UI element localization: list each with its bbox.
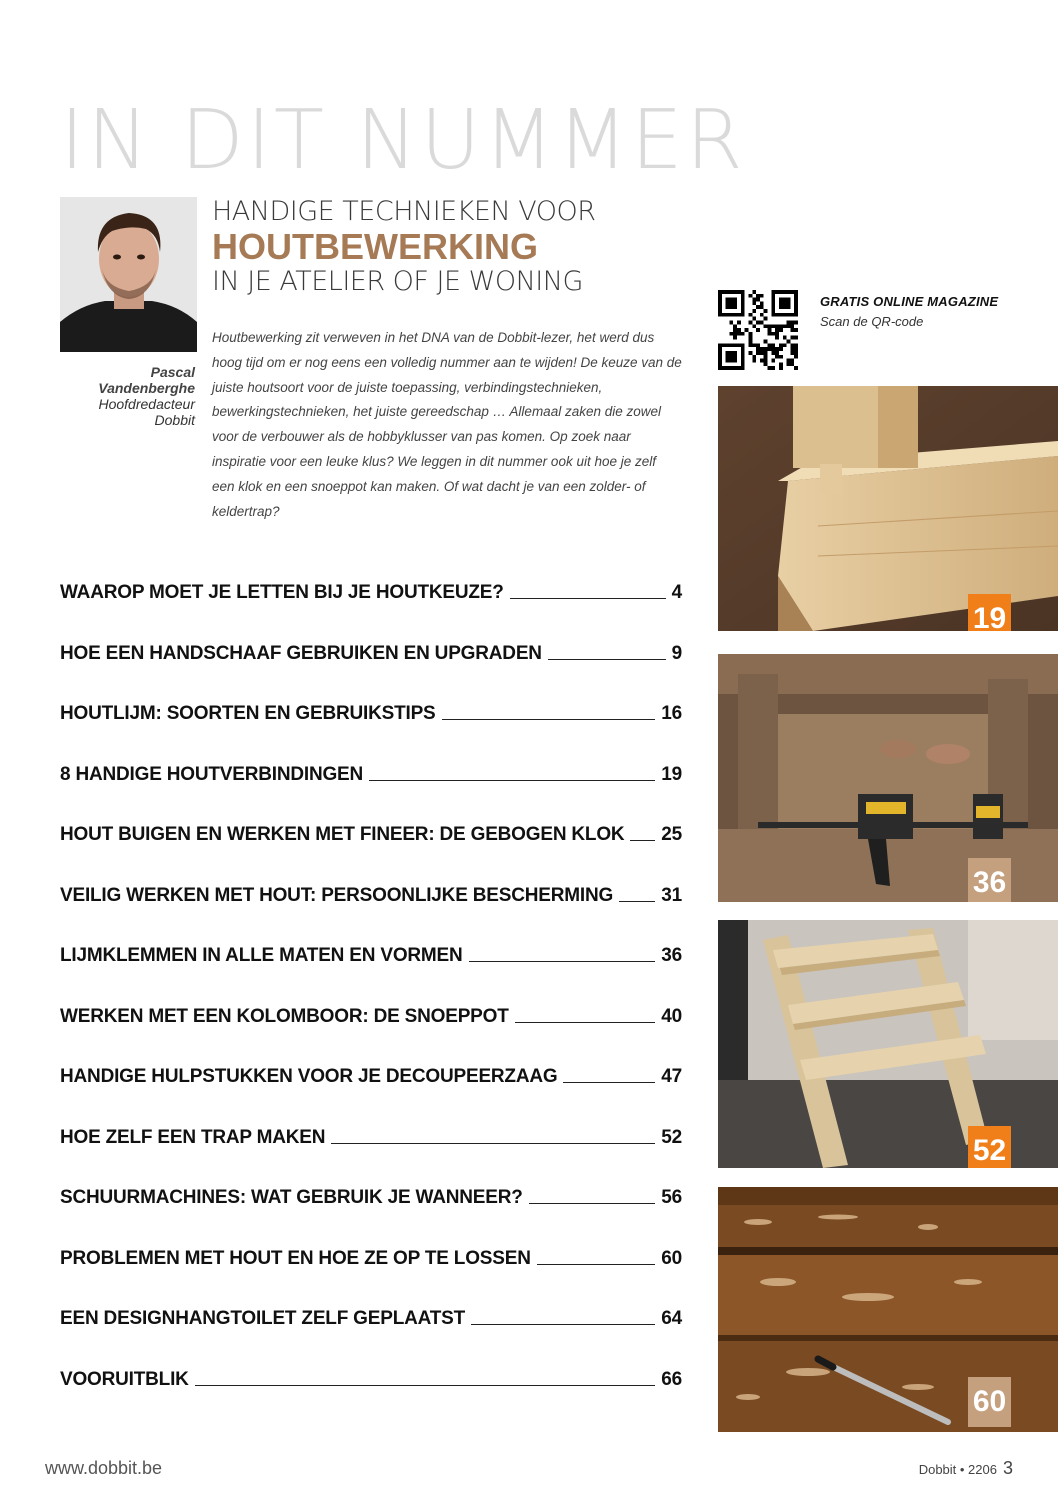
photo-wood-joint — [718, 386, 1058, 631]
toc-leader — [630, 840, 655, 841]
toc-leader — [331, 1143, 655, 1144]
headline-line1: HANDIGE TECHNIEKEN VOOR — [212, 196, 596, 227]
toc-page: 47 — [661, 1066, 682, 1087]
toc-leader — [548, 659, 666, 660]
footer-page-number: 3 — [1002, 1458, 1013, 1478]
toc-title: VOORUITBLIK — [60, 1368, 189, 1390]
toc-leader — [195, 1385, 656, 1386]
qr-title: GRATIS ONLINE MAGAZINE — [820, 294, 999, 309]
editor-company: Dobbit — [154, 412, 195, 428]
toc-page: 36 — [661, 945, 682, 966]
toc-page: 4 — [671, 582, 682, 603]
toc-leader — [369, 780, 655, 781]
toc-page: 19 — [661, 763, 682, 785]
toc-item[interactable] — [60, 1300, 682, 1330]
photo-badge: 19 — [968, 594, 1011, 631]
toc-page: 9 — [671, 642, 682, 664]
footer-issue-label: Dobbit • 2206 — [918, 1462, 997, 1477]
photo-clamp — [718, 654, 1058, 902]
toc-page: 64 — [661, 1308, 682, 1329]
toc-leader — [515, 1022, 656, 1023]
toc-page: 52 — [661, 1126, 682, 1148]
toc-page: 16 — [661, 703, 682, 724]
headline-line2: HOUTBEWERKING — [212, 226, 538, 267]
toc-leader — [510, 598, 666, 599]
toc-title: WAAROP MOET JE LETTEN BIJ JE HOUTKEUZE? — [60, 582, 504, 603]
page-title: IN DIT NUMMER — [60, 93, 746, 188]
intro-text: Houtbewerking zit verweven in het DNA van de Dobbit-lezer, het werd dus hoog tijd om er nog eens een volledig nummer aan te wijden! De keuze van de juiste houtsoort voor de juiste toepassing, verbindingstechnieken, bewerkingstechnieken, het juiste gereedschap … Allemaal zaken die zowel voor de verbouwer als de hobbyklusser van pas komen. Op zoek naar inspiratie voor een leuke klus? We leggen in dit nummer ook uit hoe je zelf een klok en een snoeppot kan maken. Of wat dacht je van een zolder- of keldertrap? — [212, 330, 682, 519]
toc-title: HOE EEN HANDSCHAAF GEBRUIKEN EN UPGRADEN — [60, 642, 542, 664]
toc-item[interactable] — [60, 574, 682, 604]
qr-subtitle: Scan de QR-code — [820, 314, 924, 329]
toc-item[interactable] — [60, 1179, 682, 1209]
toc-title: HOUTLIJM: SOORTEN EN GEBRUIKSTIPS — [60, 703, 436, 724]
photo-badge: 60 — [968, 1377, 1011, 1427]
toc-item[interactable] — [60, 1119, 682, 1149]
toc-title: HOE ZELF EEN TRAP MAKEN — [60, 1126, 326, 1148]
toc-title: WERKEN MET EEN KOLOMBOOR: DE SNOEPPOT — [60, 1005, 509, 1027]
toc-page: 60 — [661, 1247, 682, 1269]
toc-item[interactable] — [60, 998, 682, 1028]
toc-title: PROBLEMEN MET HOUT EN HOE ZE OP TE LOSSEN — [60, 1247, 531, 1269]
toc-item[interactable] — [60, 635, 682, 665]
photo-badge: 52 — [968, 1126, 1011, 1168]
editor-caption — [60, 364, 195, 428]
toc-item[interactable] — [60, 695, 682, 725]
photo-badge: 36 — [968, 858, 1011, 902]
photo-stairs — [718, 920, 1058, 1168]
toc-title: 8 HANDIGE HOUTVERBINDINGEN — [60, 763, 364, 785]
toc-title: LIJMKLEMMEN IN ALLE MATEN EN VORMEN — [60, 945, 463, 966]
toc-leader — [529, 1203, 656, 1204]
toc-leader — [442, 719, 656, 720]
toc-title: EEN DESIGNHANGTOILET ZELF GEPLAATST — [60, 1308, 466, 1329]
toc-leader — [563, 1082, 655, 1083]
editor-last-name: Vandenberghe — [98, 380, 195, 396]
qr-code[interactable] — [718, 290, 798, 370]
editor-portrait — [60, 197, 197, 352]
toc-item[interactable] — [60, 1240, 682, 1270]
toc-title: VEILIG WERKEN MET HOUT: PERSOONLIJKE BESCHERMING — [60, 884, 614, 906]
toc-title: HANDIGE HULPSTUKKEN VOOR JE DECOUPEERZAAG — [60, 1066, 558, 1087]
footer-issue — [919, 1458, 1013, 1479]
toc-title: HOUT BUIGEN EN WERKEN MET FINEER: DE GEBOGEN KLOK — [60, 824, 625, 845]
toc-item[interactable] — [60, 877, 682, 907]
toc-item[interactable] — [60, 1058, 682, 1088]
headline — [212, 196, 596, 298]
editor-role: Hoofdredacteur — [98, 396, 195, 412]
toc-leader — [471, 1324, 655, 1325]
toc-page: 40 — [661, 1005, 682, 1027]
qr-text — [820, 294, 998, 329]
toc-page: 56 — [661, 1187, 682, 1208]
toc-page: 66 — [661, 1368, 682, 1390]
footer-url[interactable]: www.dobbit.be — [45, 1458, 163, 1478]
toc-item[interactable] — [60, 756, 682, 786]
toc-leader — [619, 901, 655, 902]
toc-leader — [537, 1264, 656, 1265]
photo-damaged-wood — [718, 1187, 1058, 1432]
toc-page: 31 — [661, 884, 682, 906]
headline-line3: IN JE ATELIER OF JE WONING — [212, 266, 583, 297]
toc-title: SCHUURMACHINES: WAT GEBRUIK JE WANNEER? — [60, 1187, 523, 1208]
toc-item[interactable] — [60, 937, 682, 967]
toc-item[interactable] — [60, 1361, 682, 1391]
toc-page: 25 — [661, 824, 682, 845]
toc-item[interactable] — [60, 816, 682, 846]
editor-first-name: Pascal — [150, 364, 195, 380]
toc-leader — [469, 961, 656, 962]
